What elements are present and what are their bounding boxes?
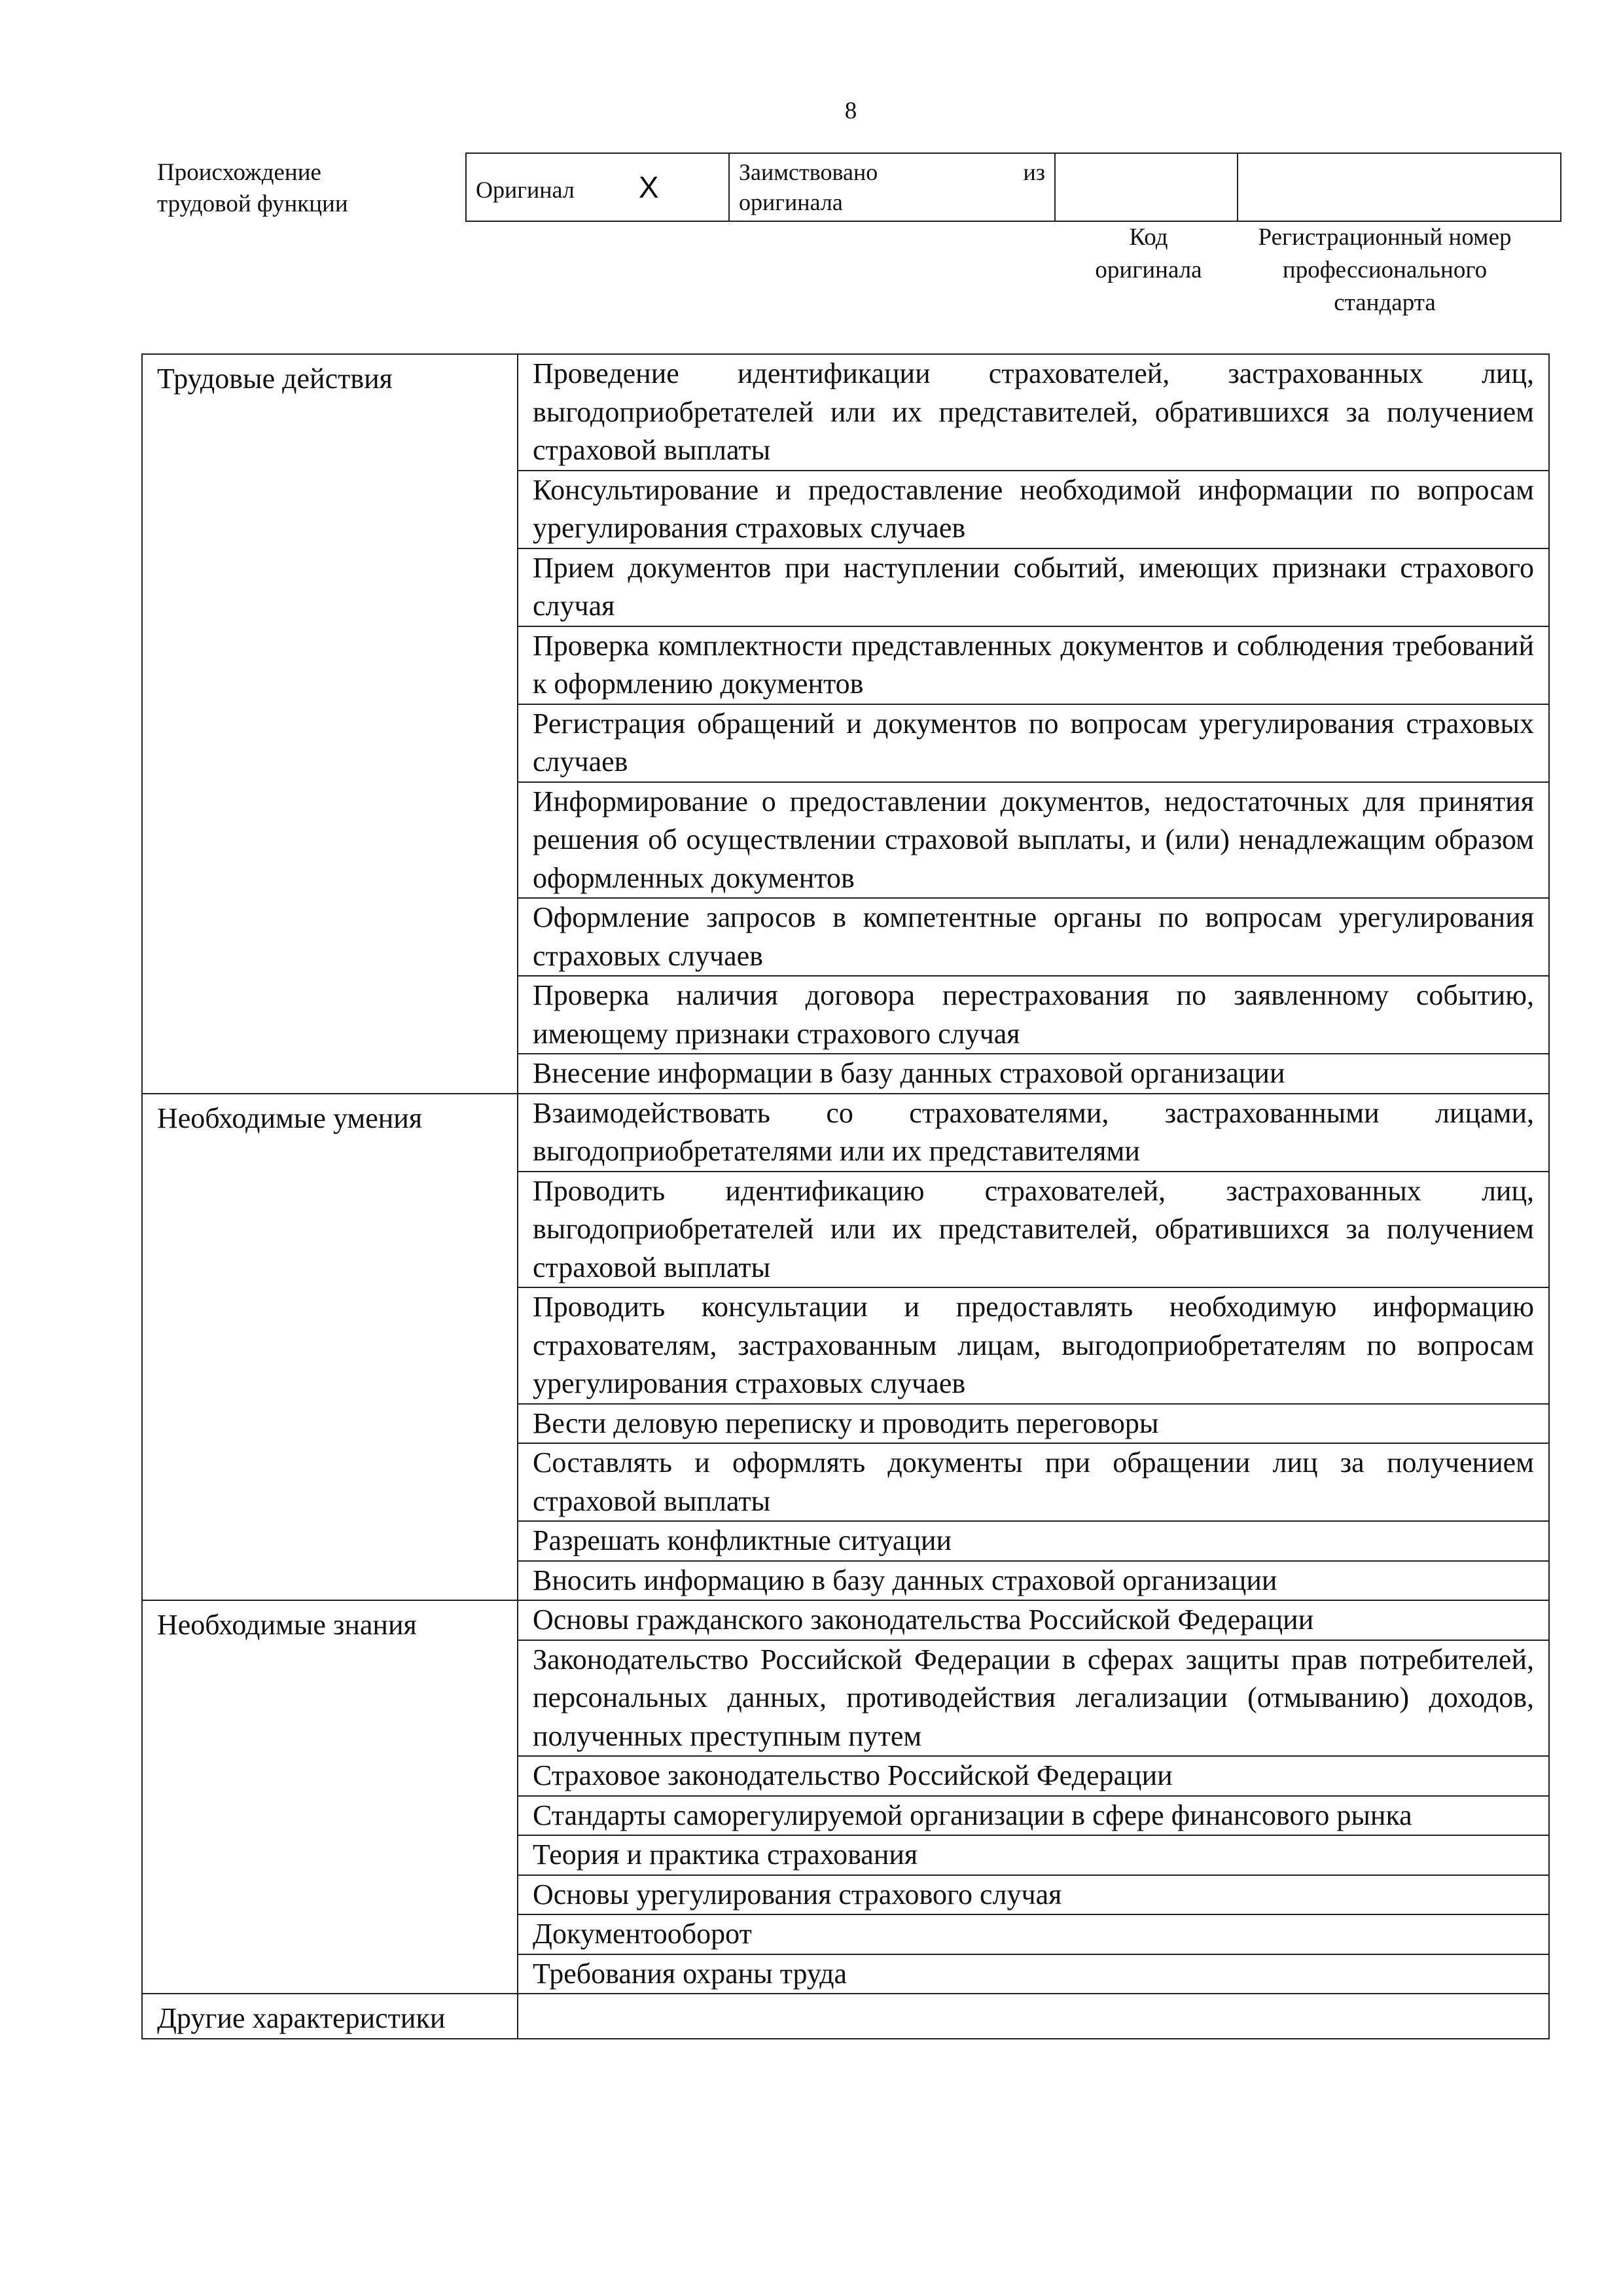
table-cell: Внесение информации в базу данных страховой организации xyxy=(518,1054,1549,1094)
table-cell: Основы гражданского законодательства Российской Федерации xyxy=(518,1600,1549,1640)
table-cell: Регистрация обращений и документов по вопросам урегулирования страховых случаев xyxy=(518,704,1549,782)
table-cell: Вносить информацию в базу данных страховой организации xyxy=(518,1561,1549,1601)
table-row xyxy=(142,1600,1549,1640)
table-cell: Основы урегулирования страхового случая xyxy=(518,1875,1549,1915)
table-row xyxy=(142,354,1549,471)
origin-reg-cell xyxy=(1238,153,1561,221)
table-cell: Проводить идентификацию страхователей, застрахованных лиц, выгодоприобретателей или их представителей, обратившихся за получением страховой выплаты xyxy=(518,1172,1549,1288)
caption-code-line1: Код xyxy=(1129,224,1168,251)
origin-label-line2: трудовой функции xyxy=(157,190,348,217)
table-cell: Стандарты саморегулируемой организации в сфере финансового рынка xyxy=(518,1796,1549,1836)
table-cell: Требования охраны труда xyxy=(518,1954,1549,1994)
caption-code-line2: оригинала xyxy=(1095,257,1202,283)
original-label: Оригинал xyxy=(476,177,575,203)
table-cell: Оформление запросов в компетентные органы по вопросам урегулирования страховых случаев xyxy=(518,898,1549,976)
page-number: 8 xyxy=(844,98,857,124)
table-cell: Проверка наличия договора перестрахования по заявленному событию, имеющему признаки страхового случая xyxy=(518,976,1549,1054)
table-cell: Разрешать конфликтные ситуации xyxy=(518,1521,1549,1561)
table-cell: Проводить консультации и предоставлять необходимую информацию страхователям, застрахованным лицам, выгодоприобретателям по вопросам урегулирования страховых случаев xyxy=(518,1287,1549,1404)
caption-reg-line2: профессионального xyxy=(1282,257,1488,283)
caption-code xyxy=(1054,221,1243,287)
table-cell: Информирование о предоставлении документов, недостаточных для принятия решения об осуществлении страховой выплаты, и (или) ненадлежащим образом оформленных документов xyxy=(518,782,1549,899)
table-cell: Страховое законодательство Российской Федерации xyxy=(518,1756,1549,1796)
table-cell: Проверка комплектности представленных документов и соблюдения требований к оформлению документов xyxy=(518,626,1549,704)
table-cell: Документооборот xyxy=(518,1914,1549,1954)
table-cell xyxy=(518,1994,1549,2039)
origin-code-cell xyxy=(1055,153,1238,221)
table-cell: Законодательство Российской Федерации в сферах защиты прав потребителей, персональных данных, противодействия легализации (отмыванию) доходов, полученных преступным путем xyxy=(518,1640,1549,1757)
caption-reg xyxy=(1228,221,1542,319)
origin-borrowed-cell xyxy=(729,153,1055,221)
caption-reg-line1: Регистрационный номер xyxy=(1258,224,1512,251)
table-cell: Взаимодействовать со страхователями, застрахованными лицами, выгодоприобретателями или их представителями xyxy=(518,1094,1549,1172)
table-cell: Проведение идентификации страхователей, застрахованных лиц, выгодоприобретателей или их представителей, обратившихся за получением страховой выплаты xyxy=(518,354,1549,471)
caption-reg-line3: стандарта xyxy=(1334,289,1436,316)
table-cell: Прием документов при наступлении событий, имеющих признаки страхового случая xyxy=(518,548,1549,626)
table-row xyxy=(142,1094,1549,1172)
borrowed-line2: оригинала xyxy=(739,189,843,215)
origin-table xyxy=(465,152,1561,222)
table-row xyxy=(142,1994,1549,2039)
origin-original-cell xyxy=(466,153,729,221)
section-title: Необходимые знания xyxy=(142,1600,518,1994)
borrowed-word1: Заимствовано xyxy=(739,159,878,185)
section-title: Необходимые умения xyxy=(142,1094,518,1601)
borrowed-word2: из xyxy=(1023,159,1045,185)
table-cell: Теория и практика страхования xyxy=(518,1835,1549,1875)
origin-label-line1: Происхождение xyxy=(157,159,321,186)
table-cell: Составлять и оформлять документы при обращении лиц за получением страховой выплаты xyxy=(518,1443,1549,1521)
table-cell: Консультирование и предоставление необходимой информации по вопросам урегулирования страховых случаев xyxy=(518,471,1549,548)
section-title: Трудовые действия xyxy=(142,354,518,1094)
function-table xyxy=(141,353,1550,2039)
original-mark: X xyxy=(638,170,659,204)
origin-label xyxy=(157,157,348,220)
table-cell: Вести деловую переписку и проводить переговоры xyxy=(518,1404,1549,1444)
section-title: Другие характеристики xyxy=(142,1994,518,2039)
